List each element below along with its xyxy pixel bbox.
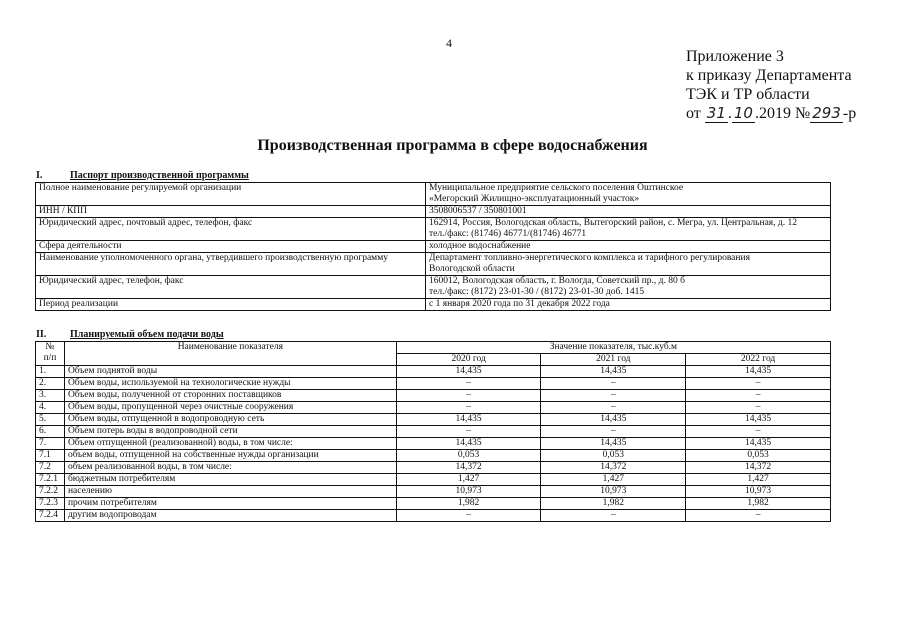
row-name: бюджетным потребителям (64, 474, 396, 486)
row-number: 7.1 (36, 450, 65, 462)
value-2022: 10,973 (686, 486, 831, 498)
row-number: 7.2.4 (36, 510, 65, 522)
value-2021: – (541, 510, 686, 522)
handwritten-day: 31 (706, 104, 726, 122)
appendix-date-line (686, 104, 856, 123)
appendix-line-1: Приложение 3 (686, 48, 784, 65)
passport-row (36, 253, 831, 276)
row-number: 4. (36, 402, 65, 414)
row-name: Объем отпущенной (реализованной) воды, в том числе: (64, 438, 396, 450)
value-2022: 14,435 (686, 438, 831, 450)
value-2021: – (541, 402, 686, 414)
passport-value-line: «Мегорский Жилищно-эксплуатационный участок» (429, 194, 640, 204)
row-name: Объем потерь воды в водопроводной сети (64, 426, 396, 438)
row-name: объем воды, отпущенной на собственные нужды организации (64, 450, 396, 462)
value-2020: 1,982 (396, 498, 541, 510)
order-suffix: -р (842, 105, 857, 122)
table-row (36, 366, 831, 378)
passport-value-line: 162914, Россия, Вологодская область, Вытегорский район, с. Мегра, ул. Центральная, д. 12 (429, 218, 797, 228)
section-2-title: Планируемый объем подачи воды (70, 329, 224, 340)
row-number: 7. (36, 438, 65, 450)
value-2022: – (686, 378, 831, 390)
row-name: другим водопроводам (64, 510, 396, 522)
num-header-line-1: № (45, 342, 55, 352)
value-2020: – (396, 426, 541, 438)
passport-value-line: тел./факс: (8172) 23-01-30 / (8172) 23-01-30 доб. 1415 (429, 287, 645, 297)
section-2-number: II. (36, 329, 47, 340)
value-2021: – (541, 390, 686, 402)
value-2022: – (686, 510, 831, 522)
handwritten-month: 10 (733, 104, 753, 122)
value-2022: 14,372 (686, 462, 831, 474)
row-number: 7.2.3 (36, 498, 65, 510)
passport-value-line: 160012, Вологодская область, г. Вологда, Советский пр., д. 80 б (429, 276, 685, 286)
value-2021: 14,435 (541, 366, 686, 378)
appendix-line-2: к приказу Департамента (686, 67, 852, 84)
passport-row (36, 299, 831, 311)
value-2021: 14,435 (541, 414, 686, 426)
year-2020-header: 2020 год (396, 354, 541, 366)
value-2022: 14,435 (686, 366, 831, 378)
value-2020: 14,435 (396, 414, 541, 426)
passport-value (426, 183, 831, 206)
value-2020: 14,435 (396, 366, 541, 378)
value-2021: 10,973 (541, 486, 686, 498)
row-name: Объем поднятой воды (64, 366, 396, 378)
passport-value-line: 3508006537 / 350801001 (429, 206, 527, 216)
value-2021: 0,053 (541, 450, 686, 462)
passport-value (426, 299, 831, 311)
row-number: 7.2.2 (36, 486, 65, 498)
table-row (36, 462, 831, 474)
row-name: объем реализованной воды, в том числе: (64, 462, 396, 474)
value-2020: 10,973 (396, 486, 541, 498)
value-2021: 14,372 (541, 462, 686, 474)
passport-value (426, 206, 831, 218)
value-2020: 1,427 (396, 474, 541, 486)
water-volume-table (35, 341, 831, 522)
table-row (36, 498, 831, 510)
section-2-heading (36, 329, 224, 340)
table-row (36, 450, 831, 462)
num-header-line-2: п/п (43, 353, 57, 363)
row-number: 5. (36, 414, 65, 426)
passport-table-body (36, 183, 831, 311)
table-row (36, 378, 831, 390)
passport-value-line: с 1 января 2020 года по 31 декабря 2022 года (429, 299, 610, 309)
value-2022: – (686, 402, 831, 414)
value-2020: – (396, 378, 541, 390)
passport-row (36, 276, 831, 299)
passport-row (36, 183, 831, 206)
value-2022: 1,427 (686, 474, 831, 486)
passport-row (36, 218, 831, 241)
value-2022: 14,435 (686, 414, 831, 426)
row-number: 3. (36, 390, 65, 402)
value-2020: 14,435 (396, 438, 541, 450)
row-name: Объем воды, полученной от сторонних поставщиков (64, 390, 396, 402)
passport-value-line: тел./факс: (81746) 46771/(81746) 46771 (429, 229, 587, 239)
section-1-number: I. (36, 170, 43, 181)
table-row (36, 510, 831, 522)
year-2021-header: 2021 год (541, 354, 686, 366)
passport-label: Наименование уполномоченного органа, утвердившего производственную программу (36, 253, 426, 276)
value-2020: 0,053 (396, 450, 541, 462)
passport-row (36, 206, 831, 218)
value-2022: – (686, 426, 831, 438)
value-2020: – (396, 390, 541, 402)
value-2020: – (396, 402, 541, 414)
table-row (36, 486, 831, 498)
table-row (36, 474, 831, 486)
row-number: 7.2.1 (36, 474, 65, 486)
passport-row (36, 241, 831, 253)
passport-value-line: Вологодской области (429, 264, 515, 274)
passport-value (426, 241, 831, 253)
passport-label: Сфера деятельности (36, 241, 426, 253)
date-dot: . (727, 105, 732, 122)
section-1-title: Паспорт производственной программы (70, 170, 249, 181)
date-prefix: от (686, 105, 701, 122)
row-name: прочим потребителям (64, 498, 396, 510)
table-row (36, 390, 831, 402)
value-2022: 0,053 (686, 450, 831, 462)
appendix-note (686, 47, 856, 123)
passport-value-line: Департамент топливно-энергетического комплекса и тарифного регулирования (429, 253, 750, 263)
handwritten-order-number: 293 (812, 104, 841, 122)
passport-value (426, 253, 831, 276)
value-2021: – (541, 426, 686, 438)
row-number: 1. (36, 366, 65, 378)
table-row (36, 414, 831, 426)
row-number: 7.2 (36, 462, 65, 474)
passport-label: Юридический адрес, почтовый адрес, телефон, факс (36, 218, 426, 241)
value-2021: 14,435 (541, 438, 686, 450)
table-row (36, 426, 831, 438)
passport-label: Юридический адрес, телефон, факс (36, 276, 426, 299)
row-name: Объем воды, используемой на технологические нужды (64, 378, 396, 390)
row-name: Объем воды, отпущенной в водопроводную сеть (64, 414, 396, 426)
row-name: Объем воды, пропущенной через очистные сооружения (64, 402, 396, 414)
value-2022: 1,982 (686, 498, 831, 510)
table-row (36, 402, 831, 414)
value-2021: 1,982 (541, 498, 686, 510)
value-2022: – (686, 390, 831, 402)
section-1-heading (36, 170, 249, 181)
passport-value (426, 276, 831, 299)
date-year: .2019 № (754, 105, 811, 122)
row-number: 2. (36, 378, 65, 390)
year-2022-header: 2022 год (686, 354, 831, 366)
value-2021: – (541, 378, 686, 390)
passport-label: ИНН / КПП (36, 206, 426, 218)
passport-table (35, 182, 831, 311)
table-header-row (36, 342, 831, 354)
appendix-line-3: ТЭК и ТР области (686, 86, 810, 103)
document-title: Производственная программа в сфере водоснабжения (257, 137, 648, 154)
row-name: населению (64, 486, 396, 498)
passport-label: Полное наименование регулируемой организации (36, 183, 426, 206)
passport-value-line: Муниципальное предприятие сельского поселения Оштинское (429, 183, 684, 193)
num-column-header (36, 342, 65, 366)
value-2020: – (396, 510, 541, 522)
table-row (36, 438, 831, 450)
page-number: 4 (446, 36, 452, 50)
value-group-header: Значение показателя, тыс.куб.м (396, 342, 830, 354)
water-volume-table-body (36, 366, 831, 522)
passport-value-line: холодное водоснабжение (429, 241, 531, 251)
passport-value (426, 218, 831, 241)
value-2021: 1,427 (541, 474, 686, 486)
passport-label: Период реализации (36, 299, 426, 311)
value-2020: 14,372 (396, 462, 541, 474)
row-number: 6. (36, 426, 65, 438)
name-column-header: Наименование показателя (64, 342, 396, 366)
